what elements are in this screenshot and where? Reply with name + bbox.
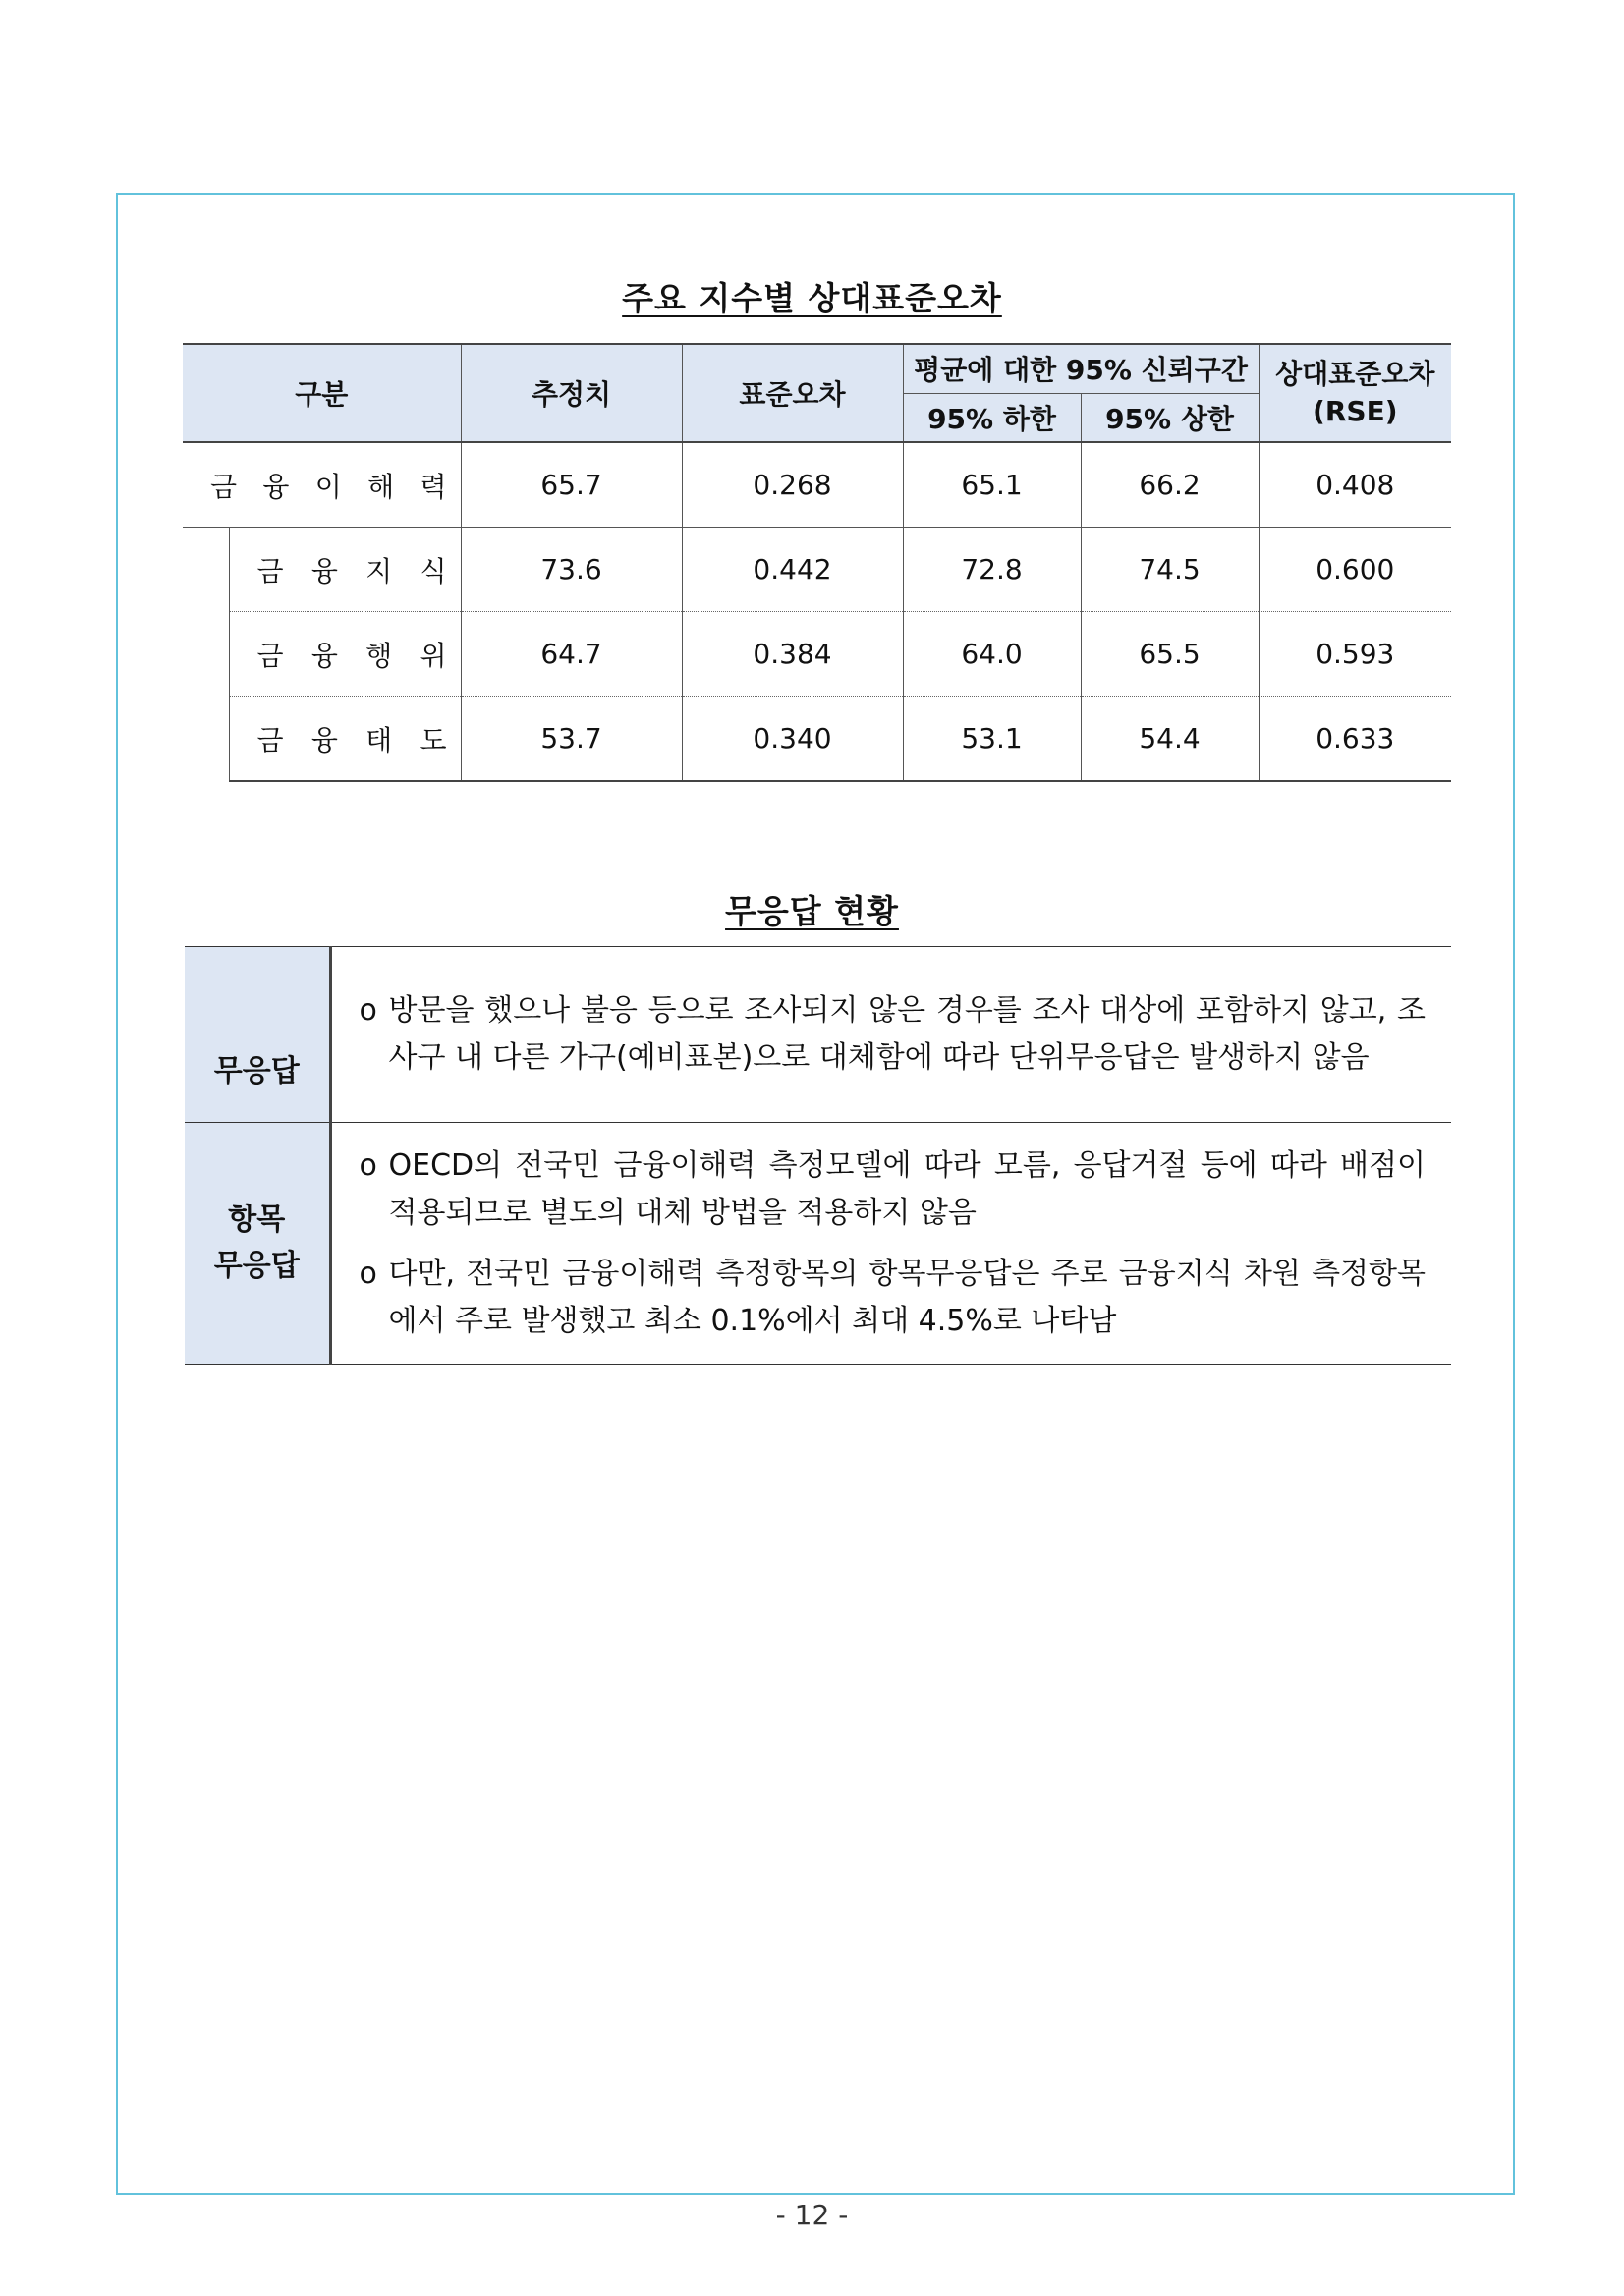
cell-std-error: 0.268 <box>682 442 903 528</box>
header-ci-lower: 95% 하한 <box>903 393 1081 442</box>
cell-rse: 0.633 <box>1259 697 1451 782</box>
bullet-marker: o <box>359 1148 377 1183</box>
table-row <box>183 528 1451 612</box>
table-row <box>183 442 1451 528</box>
bullet-item: o 방문을 했으나 불응 등으로 조사되지 않은 경우를 조사 대상에 포함하지 않고, 조사구 내 다른 가구(예비표본)으로 대체함에 따라 단위무응답은 발생하지 않음 <box>332 987 1452 1082</box>
bullet-item: o OECD의 전국민 금융이해력 측정모델에 따라 모름, 응답거절 등에 따라 배점이 적용되므로 별도의 대체 방법을 적용하지 않음 <box>332 1143 1452 1237</box>
cell-ci-lower: 65.1 <box>903 442 1081 528</box>
cell-estimate: 73.6 <box>461 528 682 612</box>
nonresponse-table <box>185 946 1451 1365</box>
header-ci-group: 평균에 대한 95% 신뢰구간 <box>903 344 1259 393</box>
table-row <box>183 697 1451 782</box>
row-label: 금 융 이 해 력 <box>183 442 461 528</box>
table-row <box>183 612 1451 697</box>
rse-table <box>183 343 1451 782</box>
cell-ci-lower: 53.1 <box>903 697 1081 782</box>
cell-std-error: 0.442 <box>682 528 903 612</box>
table2-title: 무응답 현황 <box>725 892 899 930</box>
cell-ci-lower: 72.8 <box>903 528 1081 612</box>
cell-std-error: 0.340 <box>682 697 903 782</box>
page-number: - 12 - <box>775 2199 849 2231</box>
row-label: 금 융 행 위 <box>229 612 461 697</box>
cell-estimate: 64.7 <box>461 612 682 697</box>
header-rse: 상대표준오차 (RSE) <box>1259 344 1451 442</box>
cell-rse: 0.593 <box>1259 612 1451 697</box>
bullet-item: o 다만, 전국민 금융이해력 측정항목의 항목무응답은 주로 금융지식 차원 측정항목에서 주로 발생했고 최소 0.1%에서 최대 4.5%로 나타남 <box>332 1251 1452 1345</box>
table-row <box>185 1123 1451 1365</box>
row-content <box>330 1123 1451 1365</box>
header-estimate: 추정치 <box>461 344 682 442</box>
header-std-error: 표준오차 <box>682 344 903 442</box>
header-ci-upper: 95% 상한 <box>1081 393 1259 442</box>
cell-ci-upper: 65.5 <box>1081 612 1259 697</box>
row-content <box>330 947 1451 1123</box>
indent-cell <box>183 528 229 782</box>
cell-ci-lower: 64.0 <box>903 612 1081 697</box>
row-label: 항목 무응답 <box>185 1123 330 1365</box>
cell-ci-upper: 66.2 <box>1081 442 1259 528</box>
table-row <box>185 947 1451 1123</box>
row-label: 무응답 <box>185 947 330 1123</box>
cell-rse: 0.408 <box>1259 442 1451 528</box>
cell-estimate: 53.7 <box>461 697 682 782</box>
cell-ci-upper: 54.4 <box>1081 697 1259 782</box>
cell-rse: 0.600 <box>1259 528 1451 612</box>
cell-std-error: 0.384 <box>682 612 903 697</box>
bullet-marker: o <box>359 993 377 1028</box>
bullet-marker: o <box>359 1256 377 1291</box>
cell-ci-upper: 74.5 <box>1081 528 1259 612</box>
row-label: 금 융 태 도 <box>229 697 461 782</box>
row-label: 금 융 지 식 <box>229 528 461 612</box>
cell-estimate: 65.7 <box>461 442 682 528</box>
table1-title: 주요 지수별 상대표준오차 <box>622 279 1002 317</box>
header-category: 구분 <box>183 344 461 442</box>
